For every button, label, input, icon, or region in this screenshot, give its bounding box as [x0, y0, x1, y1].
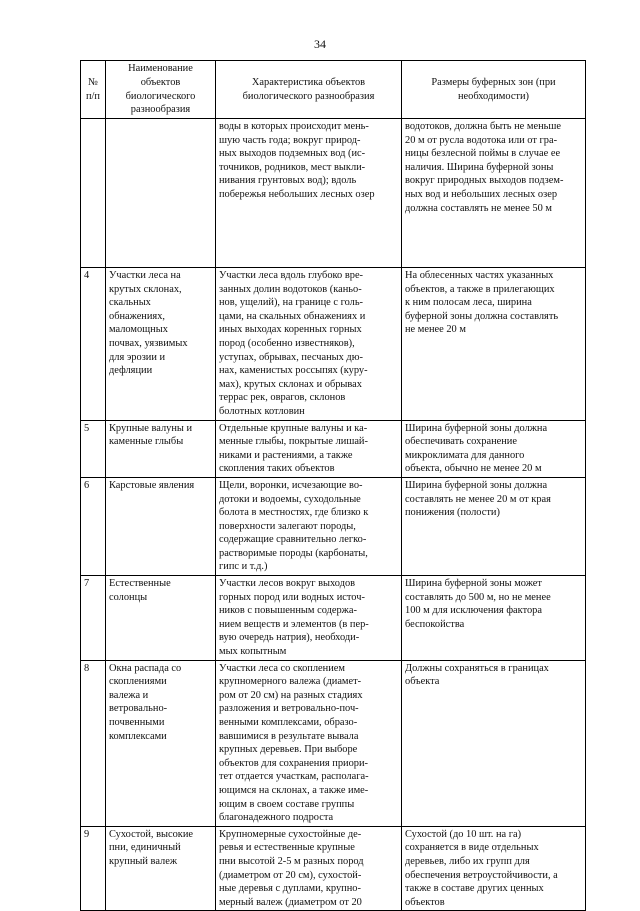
cell-characteristic: Участки лесов вокруг выходов горных пород или водных источ- ников с повышенным содержа- нием веществ и элементов (в пер- вую очередь натрия), необходи- мых копытным [216, 576, 402, 661]
table-row [81, 477, 586, 575]
cell-buffer: Сухостой (до 10 шт. на га) сохраняется в виде отдельных деревьев, либо их групп для обеспечения ветроустойчивости, а также в составе других ценных объектов [402, 826, 586, 911]
cell-characteristic: воды в которых происходит мень- шую часть года; вокруг природ- ных выходов подземных вод (ис- точников, родников, мест выкли- нивания грунтовых вод); вдоль побережья небольших лесных озер [216, 119, 402, 268]
biodiversity-table [80, 60, 586, 911]
cell-characteristic: Крупномерные сухостойные де- ревья и естественные крупные пни высотой 2-5 м разных пород (диаметром от 20 см), сухостой- ные деревья с дуплами, крупно- мерный валеж (диаметром от 20 [216, 826, 402, 911]
cell-num: 6 [81, 477, 106, 575]
cell-name: Участки леса на крутых склонах, скальных обнажениях, маломощных почвах, уязвимых для эрозии и дефляции [106, 268, 216, 421]
table-header-row [81, 61, 586, 119]
table-row [81, 119, 586, 268]
header-name: Наименование объектов биологического разнообразия [106, 61, 216, 119]
header-buffer: Размеры буферных зон (при необходимости) [402, 61, 586, 119]
cell-num: 4 [81, 268, 106, 421]
cell-characteristic: Участки леса вдоль глубоко вре- занных долин водотоков (каньо- нов, ущелий), на границе с голь- цами, на скальных обнажениях и иных выходах коренных горных пород (особенно известняков), уступах, обрывах, песчаных дю- нах, каменистых россыпях (куру- мах), крутых склонах и обрывах террас рек, оврагов, склонов болотных котловин [216, 268, 402, 421]
cell-name: Естественные солонцы [106, 576, 216, 661]
table-row [81, 576, 586, 661]
cell-buffer: водотоков, должна быть не меньше 20 м от русла водотока или от гра- ницы безлесной поймы в случае ее наличия. Ширина буферной зоны вокруг природных выходов подзем- ных вод и небольших лесных озер должна составлять не менее 50 м [402, 119, 586, 268]
cell-num [81, 119, 106, 268]
cell-buffer: Ширина буферной зоны должна составлять не менее 20 м от края понижения (полости) [402, 477, 586, 575]
cell-num: 8 [81, 660, 106, 826]
page-number: 34 [314, 37, 326, 51]
cell-name: Окна распада со скоплениями валежа и ветровально- почвенными комплексами [106, 660, 216, 826]
cell-name: Карстовые явления [106, 477, 216, 575]
cell-characteristic: Участки леса со скоплением крупномерного валежа (диамет- ром от 20 см) на разных стадиях разложения и ветровально-поч- венными комплексами, образо- вавшимися в результате вывала крупных деревьев. При выборе объектов для сохранения приори- тет отдается участкам, располага- ющимся на склонах, а также име- ющим в своем составе группы благонадежного подроста [216, 660, 402, 826]
cell-characteristic: Отдельные крупные валуны и ка- менные глыбы, покрытые лишай- никами и растениями, а также скопления таких объектов [216, 420, 402, 477]
table-row [81, 660, 586, 826]
table-row [81, 268, 586, 421]
cell-name [106, 119, 216, 268]
cell-name: Крупные валуны и каменные глыбы [106, 420, 216, 477]
cell-name: Сухостой, высокие пни, единичный крупный валеж [106, 826, 216, 911]
cell-num: 7 [81, 576, 106, 661]
header-characteristic: Характеристика объектов биологического разнообразия [216, 61, 402, 119]
cell-buffer: Должны сохраняться в границах объекта [402, 660, 586, 826]
cell-buffer: Ширина буферной зоны может составлять до 500 м, но не менее 100 м для исключения фактора беспокойства [402, 576, 586, 661]
cell-characteristic: Щели, воронки, исчезающие во- дотоки и водоемы, суходольные болота в местностях, где близко к поверхности залегают породы, содержащие сравнительно легко- растворимые породы (карбонаты, гипс и т.д.) [216, 477, 402, 575]
header-num: № п/п [81, 61, 106, 119]
table-row [81, 420, 586, 477]
cell-buffer: Ширина буферной зоны должна обеспечивать сохранение микроклимата для данного объекта, обычно не менее 20 м [402, 420, 586, 477]
cell-num: 9 [81, 826, 106, 911]
cell-num: 5 [81, 420, 106, 477]
cell-buffer: На облесенных частях указанных объектов, а также в прилегающих к ним полосам леса, ширина буферной зоны должна составлять не менее 20 м [402, 268, 586, 421]
table-row [81, 826, 586, 911]
